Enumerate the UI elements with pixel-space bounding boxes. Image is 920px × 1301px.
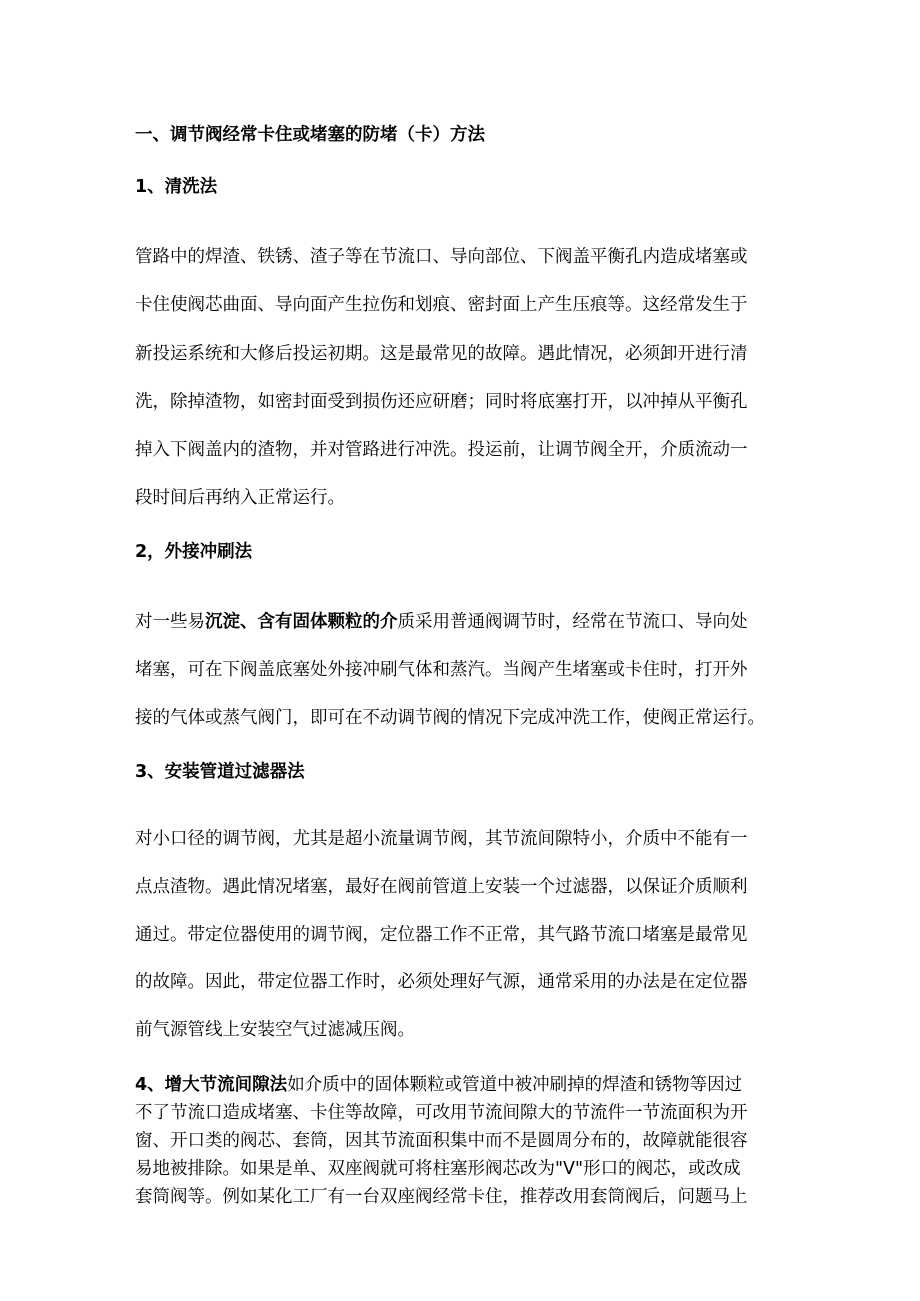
section-2-line1-suffix: 质采用普通阀调节时，经常在节流口、导向处 [397, 612, 748, 632]
section-1-line: 洗，除掉渣物，如密封面受到损伤还应研磨；同时将底塞打开，以冲掉从平衡孔 [135, 392, 748, 412]
section-3-line: 点点渣物。遇此情况堵塞，最好在阀前管道上安装一个过滤器，以保证介质顺利 [135, 877, 748, 897]
section-1-line: 段时间后再纳入正常运行。 [135, 488, 345, 508]
section-2-heading: 2，外接冲刷法 [135, 542, 253, 562]
document-title: 一、调节阀经常卡住或堵塞的防堵（卡）方法 [135, 125, 485, 145]
section-2-line [135, 610, 748, 634]
section-1-line: 管路中的焊渣、铁锈、渣子等在节流口、导向部位、下阀盖平衡孔内造成堵塞或 [135, 247, 748, 267]
section-1-line: 卡住使阀芯曲面、导向面产生拉伤和划痕、密封面上产生压痕等。这经常发生于 [135, 295, 748, 315]
section-1-line: 新投运系统和大修后投运初期。这是最常见的故障。遇此情况，必须卸开进行清 [135, 344, 748, 364]
section-3-line: 对小口径的调节阀，尤其是超小流量调节阀，其节流间隙特小，介质中不能有一 [135, 829, 748, 849]
section-2-line1-prefix: 对一些易 [135, 612, 205, 632]
section-2-line: 堵塞，可在下阀盖底塞处外接冲刷气体和蒸汽。当阀产生堵塞或卡住时，打开外 [135, 660, 748, 680]
section-3-line: 前气源管线上安装空气过滤减压阀。 [135, 1020, 415, 1040]
section-4-line: 窗、开口类的阀芯、套筒，因其节流面积集中而不是圆周分布的，故障就能很容 [135, 1131, 748, 1151]
section-4-line: 套筒阀等。例如某化工厂有一台双座阀经常卡住，推荐改用套筒阀后，问题马上 [135, 1187, 748, 1207]
section-3-line: 通过。带定位器使用的调节阀，定位器工作不正常，其气路节流口堵塞是最常见 [135, 925, 748, 945]
section-2-line1-bold: 沉淀、含有固体颗粒的介 [205, 612, 398, 632]
section-4-line: 不了节流口造成堵塞、卡住等故障，可改用节流间隙大的节流件一节流面积为开 [135, 1103, 748, 1123]
section-3-heading: 3、安装管道过滤器法 [135, 762, 305, 782]
section-4-line1-suffix: 如介质中的固体颗粒或管道中被冲刷掉的焊渣和锈物等因过 [287, 1075, 743, 1095]
section-4-heading: 4、增大节流间隙法 [135, 1075, 288, 1095]
section-3-line: 的故障。因此，带定位器工作时，必须处理好气源，通常采用的办法是在定位器 [135, 972, 748, 992]
section-1-line: 掉入下阀盖内的渣物，并对管路进行冲洗。投运前，让调节阀全开，介质流动一 [135, 440, 748, 460]
section-2-line: 接的气体或蒸气阀门，即可在不动调节阀的情况下完成冲洗工作，使阀正常运行。 [135, 708, 765, 728]
section-4-line [135, 1073, 742, 1097]
section-1-heading: 1、清洗法 [135, 177, 218, 197]
section-4-line: 易地被排除。如果是单、双座阀就可将柱塞形阀芯改为"V"形口的阀芯，或改成 [135, 1159, 741, 1179]
